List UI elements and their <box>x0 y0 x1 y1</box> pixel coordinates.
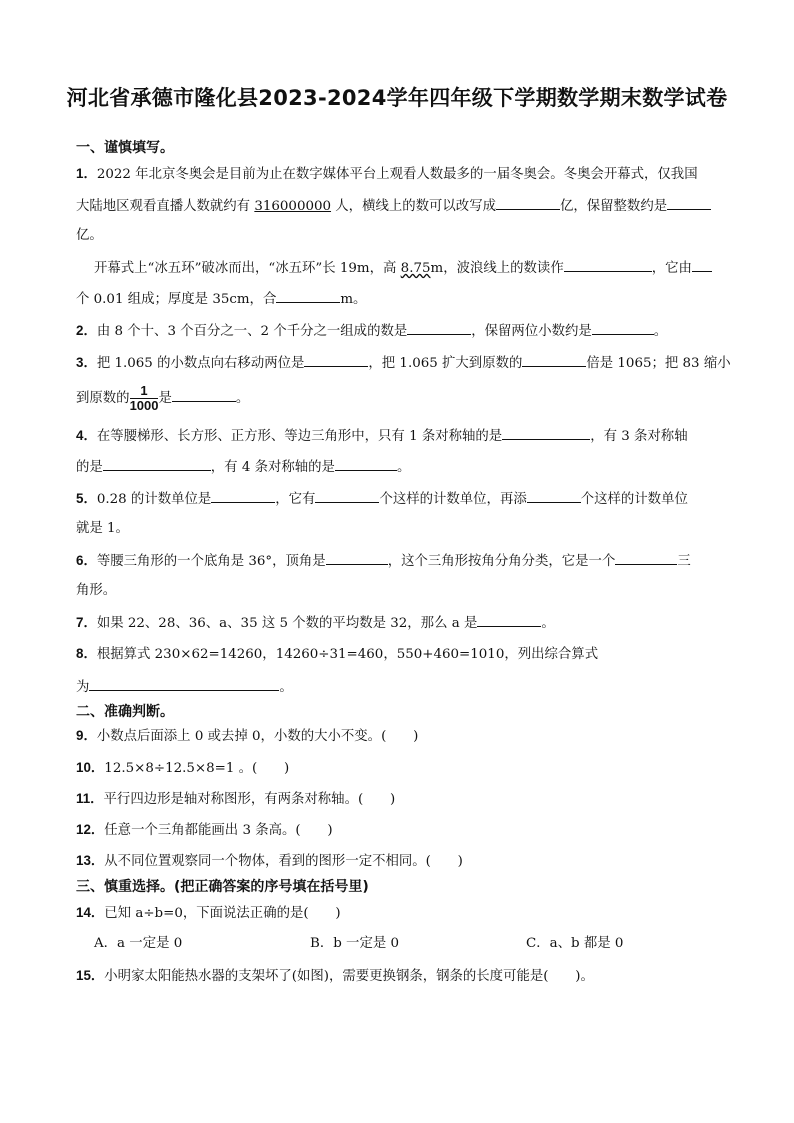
answer-blank[interactable] <box>667 195 711 210</box>
answer-blank[interactable] <box>89 676 279 691</box>
answer-blank[interactable] <box>407 320 471 335</box>
answer-blank[interactable] <box>496 195 560 210</box>
answer-blank[interactable] <box>211 488 275 503</box>
answer-blank[interactable] <box>315 488 379 503</box>
question-number: 8． <box>76 646 97 661</box>
question-text: 等腰三角形的一个底角是 36°，顶角是 <box>96 554 326 569</box>
question-text: 亿，保留整数约是 <box>559 199 668 214</box>
question-text: ，保留两位小数约是 <box>471 324 592 339</box>
question-text: 小数点后面添上 0 或去掉 0，小数的大小不变。( ) <box>96 729 419 744</box>
question-text: m，波浪线上的数读作 <box>430 261 564 276</box>
answer-blank[interactable] <box>615 550 677 565</box>
question-text: 平行四边形是轴对称图形，有两条对称轴。( ) <box>103 792 396 807</box>
question-text: 把 1.065 的小数点向右移动两位是 <box>96 356 305 371</box>
question-text: 。 <box>396 460 411 475</box>
fraction-numerator: 1 <box>140 383 148 398</box>
answer-blank[interactable] <box>692 257 712 272</box>
question-text: 在等腰梯形、长方形、正方形、等边三角形中，只有 1 条对称轴的是 <box>96 429 503 444</box>
question-text: 根据算式 230×62=14260，14260÷31=460，550+460=1010，列出综合算式 <box>96 647 599 662</box>
section-heading-choice: 三、慎重选择。(把正确答案的序号填在括号里) <box>76 879 369 895</box>
question-15 <box>76 966 594 987</box>
question-number: 3． <box>76 355 97 370</box>
question-1-line-5 <box>76 288 366 310</box>
question-text: 大陆地区观看直播人数就约有 <box>76 199 255 214</box>
question-text: ，有 4 条对称轴的是 <box>210 460 335 475</box>
question-14-option-b[interactable]: B．b 一定是 0 <box>310 936 400 951</box>
question-text: 从不同位置观察同一个物体，看到的图形一定不相同。( ) <box>104 854 463 869</box>
question-2 <box>76 320 667 342</box>
answer-blank[interactable] <box>527 488 581 503</box>
question-text: ，把 1.065 扩大到原数的 <box>368 356 523 371</box>
question-number: 6． <box>76 553 97 568</box>
fraction <box>130 384 159 413</box>
question-text: 开幕式上“冰五环”破冰而出，“冰五环”长 19m，高 <box>94 261 401 276</box>
question-text: 已知 a÷b=0，下面说法正确的是( ) <box>104 906 341 921</box>
section-heading-judge: 二、准确判断。 <box>76 704 174 720</box>
answer-blank[interactable] <box>592 320 654 335</box>
question-8-line-1 <box>76 644 598 665</box>
answer-blank[interactable] <box>502 425 590 440</box>
question-text: 。 <box>653 324 668 339</box>
question-text: 的是 <box>76 460 103 475</box>
underlined-number: 316000000 <box>254 199 332 214</box>
question-text: 。 <box>235 391 250 406</box>
question-text: ，它由 <box>651 261 692 276</box>
question-11 <box>76 789 395 810</box>
question-3-line-2 <box>76 384 249 414</box>
question-text: 任意一个三角都能画出 3 条高。( ) <box>104 823 333 838</box>
question-number: 1． <box>76 166 97 181</box>
answer-blank[interactable] <box>103 456 211 471</box>
question-text: 角形。 <box>76 583 117 598</box>
question-number: 5． <box>76 491 97 506</box>
fraction-denominator: 1000 <box>129 398 159 413</box>
question-6-line-1 <box>76 550 691 572</box>
section-heading-fill-in: 一、谨慎填写。 <box>76 140 174 156</box>
question-text: 2022 年北京冬奥会是目前为止在数字媒体平台上观看人数最多的一届冬奥会。冬奥会开幕式，仅我国 <box>96 167 698 182</box>
question-number: 13． <box>76 853 105 868</box>
question-4-line-2 <box>76 456 410 478</box>
answer-blank[interactable] <box>564 257 652 272</box>
question-1-line-2 <box>76 195 711 217</box>
answer-blank[interactable] <box>172 387 236 402</box>
question-number: 4． <box>76 428 97 443</box>
question-5-line-2 <box>76 519 129 539</box>
question-number: 2． <box>76 323 97 338</box>
question-10 <box>76 758 289 779</box>
question-1-line-3 <box>76 226 103 246</box>
question-number: 7． <box>76 615 97 630</box>
question-14 <box>76 903 341 924</box>
question-text: 就是 1。 <box>76 521 129 536</box>
question-13 <box>76 851 463 872</box>
question-text: 。 <box>541 616 555 631</box>
question-text: 三 <box>677 554 691 569</box>
question-text: ，它有 <box>275 492 316 507</box>
question-number: 9． <box>76 728 97 743</box>
question-14-option-a[interactable]: A．a 一定是 0 <box>94 936 183 951</box>
question-number: 12． <box>76 822 105 837</box>
question-text: 如果 22、28、36、a、35 这 5 个数的平均数是 32，那么 a 是 <box>96 616 478 631</box>
wavy-underlined-number: 8.75 <box>400 261 431 276</box>
answer-blank[interactable] <box>335 456 397 471</box>
question-text: 12.5×8÷12.5×8=1 。( ) <box>104 761 290 776</box>
question-text: 倍是 1065；把 83 缩小 <box>586 356 731 371</box>
question-6-line-2 <box>76 581 116 601</box>
question-text: 小明家太阳能热水器的支架坏了(如图)，需要更换钢条，钢条的长度可能是( )。 <box>104 969 594 984</box>
question-3-line-1 <box>76 352 731 374</box>
question-text: 为 <box>76 680 90 695</box>
question-number: 15． <box>76 968 105 983</box>
question-12 <box>76 820 333 841</box>
question-1-line-4 <box>94 257 712 279</box>
question-1-line-1 <box>76 164 698 185</box>
question-number: 14． <box>76 905 105 920</box>
question-4-line-1 <box>76 425 688 447</box>
question-text: 亿。 <box>76 228 103 243</box>
question-text: 到原数的 <box>76 391 130 406</box>
question-text: 是 <box>158 391 172 406</box>
question-8-line-2 <box>76 676 293 698</box>
answer-blank[interactable] <box>276 288 340 303</box>
answer-blank[interactable] <box>326 550 388 565</box>
page-title: 河北省承德市隆化县2023-2024学年四年级下学期数学期末数学试卷 <box>66 86 728 110</box>
question-text: 个这样的计数单位，再添 <box>379 492 527 507</box>
question-text: 0.28 的计数单位是 <box>96 492 212 507</box>
answer-blank[interactable] <box>304 352 368 367</box>
question-number: 10． <box>76 760 105 775</box>
question-7 <box>76 612 555 634</box>
answer-blank[interactable] <box>477 612 541 627</box>
question-text: 由 8 个十、3 个百分之一、2 个千分之一组成的数是 <box>96 324 408 339</box>
question-9 <box>76 726 418 747</box>
question-14-option-c[interactable]: C．a、b 都是 0 <box>526 936 624 951</box>
question-5-line-1 <box>76 488 688 510</box>
question-text: 个 0.01 组成；厚度是 35cm，合 <box>76 292 277 307</box>
question-number: 11． <box>76 791 104 806</box>
question-text: ，有 3 条对称轴 <box>590 429 688 444</box>
answer-blank[interactable] <box>522 352 586 367</box>
question-text: 个这样的计数单位 <box>580 492 688 507</box>
question-text: m。 <box>340 292 367 307</box>
question-text: ，这个三角形按角分角分类，它是一个 <box>387 554 616 569</box>
question-text: 。 <box>279 680 293 695</box>
question-text: 人，横线上的数可以改写成 <box>331 199 496 214</box>
